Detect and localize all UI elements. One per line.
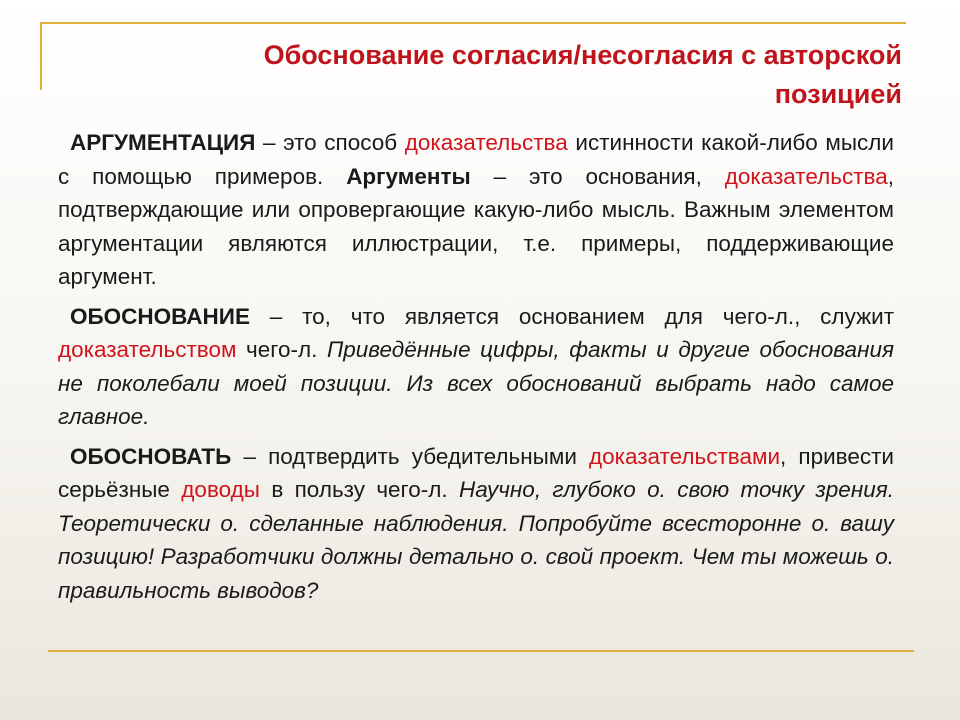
- term-justify: ОБОСНОВАТЬ: [70, 443, 232, 469]
- text-segment: – подтвердить убедительными: [231, 443, 589, 469]
- slide-body: [58, 126, 894, 613]
- left-divider: [40, 22, 42, 90]
- text-segment: , подтверждающие или опровергающие какую-либо мысль. Важным элементом аргументации являются иллюстрации, т.е. примеры, поддерживающие аргумент.: [58, 163, 894, 289]
- bottom-divider: [48, 650, 914, 652]
- top-divider: [40, 22, 906, 24]
- paragraph-justify: [58, 440, 894, 608]
- term-argumentation: АРГУМЕНТАЦИЯ: [70, 130, 256, 155]
- example-text: Приведённые цифры, факты и другие обоснования не поколебали моей позиции. Из всех обоснований выбрать надо самое главное.: [58, 337, 894, 429]
- term-arguments: Аргументы: [346, 163, 471, 189]
- highlight-word: доказательствами: [588, 443, 781, 469]
- text-segment: – то, что является основанием для чего-л., служит: [249, 303, 894, 329]
- slide-title: Обоснование согласия/несогласия с авторской позицией: [263, 40, 902, 109]
- highlight-word: доказательства: [724, 163, 888, 189]
- paragraph-argumentation: [58, 126, 894, 294]
- example-text: Научно, глубоко о. свою точку зрения. Теоретически о. сделанные наблюдения. Попробуйте всесторонне о. вашу позицию! Разработчики должны детально о. свой проект. Чем ты можешь о. правильность выводов?: [58, 477, 894, 603]
- text-segment: – это основания,: [470, 163, 725, 189]
- highlight-word: доказательства: [404, 130, 568, 155]
- text-segment: , привести серьёзные: [58, 443, 894, 502]
- term-justification: ОБОСНОВАНИЕ: [70, 303, 250, 329]
- text-segment: – это способ: [255, 130, 405, 155]
- text-segment: истинности какой-либо мысли с помощью примеров.: [58, 130, 894, 189]
- paragraph-justification: [58, 300, 894, 434]
- highlight-word: доказательством: [58, 337, 237, 362]
- text-segment: чего-л.: [236, 337, 327, 362]
- text-segment: в пользу чего-л.: [259, 477, 460, 502]
- highlight-word: доводы: [181, 477, 260, 502]
